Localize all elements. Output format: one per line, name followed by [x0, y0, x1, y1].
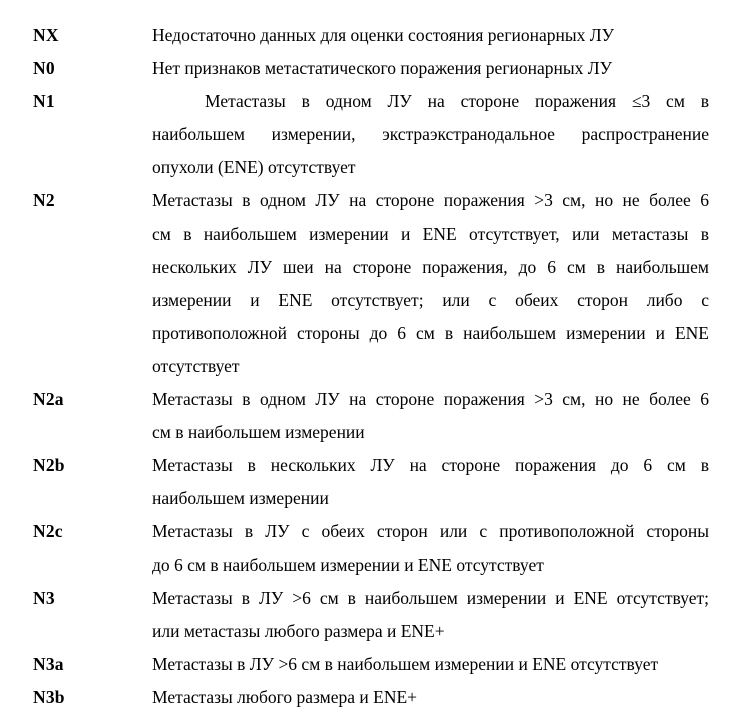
n-staging-table [33, 19, 709, 714]
row-code: N3a [33, 653, 64, 674]
table-row [33, 52, 709, 85]
description-line: измерении и ENE отсутствует; или с обеих сторон либо с [152, 289, 709, 310]
table-row [33, 449, 709, 515]
description-line: см в наибольшем измерении и ENE отсутствует, или метастазы в [152, 223, 709, 244]
row-code: N3 [33, 587, 55, 608]
row-code: N1 [33, 91, 55, 112]
table-row [33, 184, 709, 383]
table-row [33, 681, 709, 714]
description-line: наибольшем измерении [152, 488, 329, 509]
row-description [152, 85, 709, 184]
description-line: Метастазы в нескольких ЛУ на стороне поражения до 6 см в [152, 455, 709, 476]
description-line: до 6 см в наибольшем измерении и ENE отсутствует [152, 554, 544, 575]
table-row [33, 582, 709, 648]
description-line: Метастазы в ЛУ >6 см в наибольшем измерении и ENE отсутствует; [152, 587, 709, 608]
row-description [152, 184, 709, 383]
description-line: Метастазы в ЛУ с обеих сторон или с противоположной стороны [152, 521, 709, 542]
row-code: N0 [33, 58, 55, 79]
table-row [33, 648, 709, 681]
description-line: Метастазы в ЛУ >6 см в наибольшем измерении и ENE отсутствует [152, 653, 659, 674]
description-line: наибольшем измерении, экстраэкстранодальное распространение [152, 124, 709, 145]
table-row [33, 19, 709, 52]
row-code: N2a [33, 389, 64, 410]
description-line: Метастазы в одном ЛУ на стороне поражения ≤3 см в [205, 91, 709, 112]
row-code: N2c [33, 521, 63, 542]
description-line: нескольких ЛУ шеи на стороне поражения, до 6 см в наибольшем [152, 256, 709, 277]
row-description [152, 19, 709, 52]
description-line: Нет признаков метастатического поражения регионарных ЛУ [152, 58, 612, 79]
description-line: опухоли (ENE) отсутствует [152, 157, 356, 178]
description-line: Метастазы любого размера и ENE+ [152, 686, 418, 707]
row-description [152, 648, 709, 681]
row-description [152, 449, 709, 515]
row-description [152, 681, 709, 714]
row-description [152, 582, 709, 648]
description-line: противоположной стороны до 6 см в наибольшем измерении и ENE [152, 322, 709, 343]
row-code: N2 [33, 190, 55, 211]
description-line: или метастазы любого размера и ENE+ [152, 620, 445, 641]
row-description [152, 383, 709, 449]
row-code: N3b [33, 686, 65, 707]
description-line: отсутствует [152, 355, 240, 376]
row-code: NX [33, 25, 59, 45]
description-line: Метастазы в одном ЛУ на стороне поражения >3 см, но не более 6 [152, 389, 709, 410]
row-description [152, 52, 709, 85]
description-line: Недостаточно данных для оценки состояния регионарных ЛУ [152, 25, 615, 45]
row-code: N2b [33, 455, 65, 476]
description-line: Метастазы в одном ЛУ на стороне поражения >3 см, но не более 6 [152, 190, 709, 211]
row-description [152, 515, 709, 581]
table-row [33, 383, 709, 449]
table-row [33, 85, 709, 184]
description-line: см в наибольшем измерении [152, 422, 365, 443]
table-row [33, 515, 709, 581]
